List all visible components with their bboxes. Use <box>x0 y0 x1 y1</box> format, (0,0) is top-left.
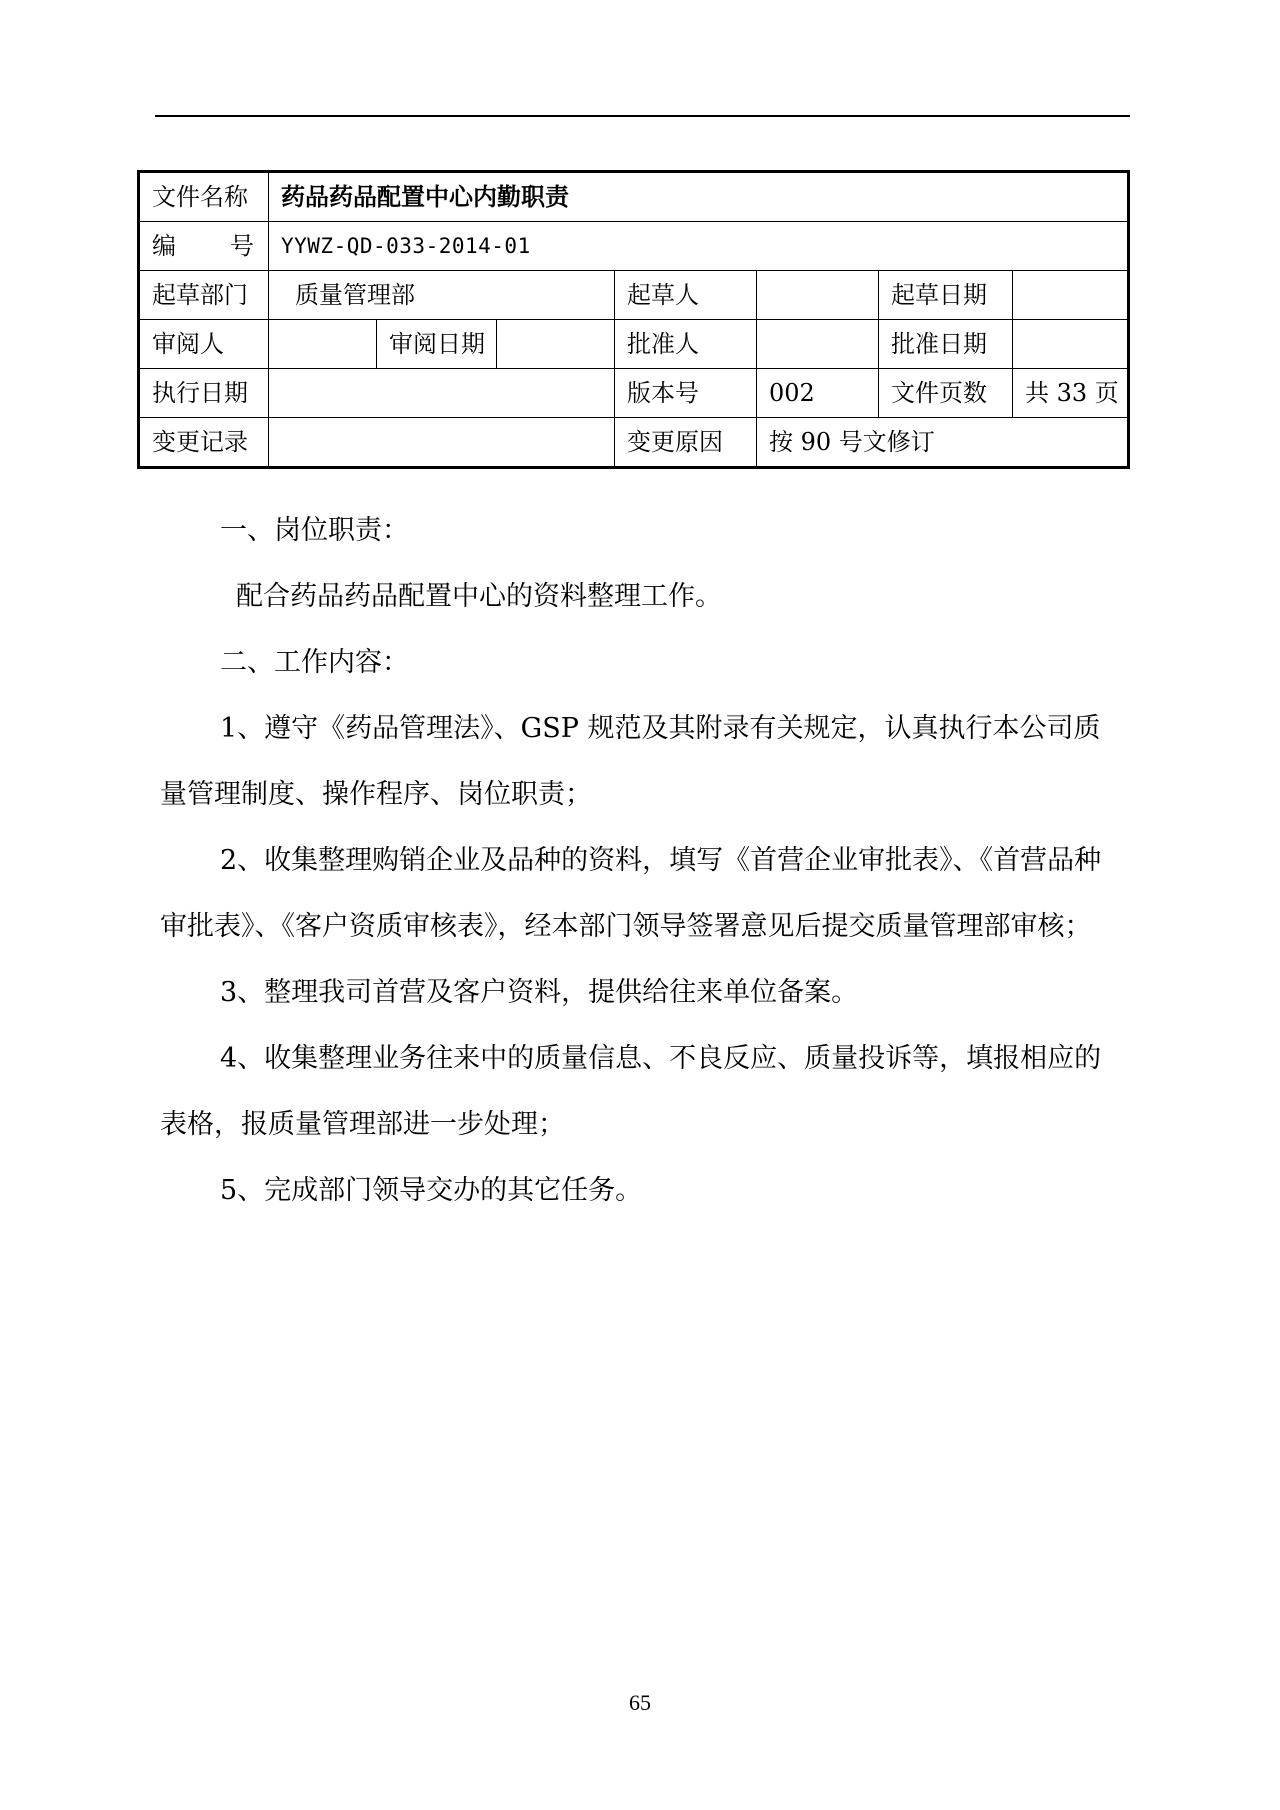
table-row <box>139 320 1129 369</box>
section-heading-work: 二、工作内容： <box>220 647 409 678</box>
version-label: 版本号 <box>615 369 757 418</box>
section-heading-duties: 一、岗位职责： <box>220 515 409 546</box>
page-count-label: 文件页数 <box>879 369 1013 418</box>
file-name-label: 文件名称 <box>139 172 269 222</box>
header-rule <box>155 115 1130 117</box>
table-row <box>139 418 1129 468</box>
section-text-duties: 配合药品药品配置中心的资料整理工作。 <box>236 581 722 612</box>
draft-dept-value: 质量管理部 <box>269 271 615 320</box>
doc-number-label <box>139 222 269 271</box>
table-row <box>139 222 1129 271</box>
exec-date-label: 执行日期 <box>139 369 269 418</box>
work-item: 1、遵守《药品管理法》、GSP 规范及其附录有关规定，认真执行本公司质量管理制度、操作程序、岗位职责； <box>160 713 1101 810</box>
work-item: 4、收集整理业务往来中的质量信息、不良反应、质量投诉等，填报相应的表格，报质量管理部进一步处理； <box>160 1043 1102 1140</box>
table-row <box>139 369 1129 418</box>
table-row <box>139 271 1129 320</box>
exec-date-value <box>269 369 615 418</box>
doc-number-label-left: 编 <box>152 232 176 260</box>
doc-number-label-right: 号 <box>230 232 254 260</box>
draft-dept-label: 起草部门 <box>139 271 269 320</box>
version-value: 002 <box>757 369 879 418</box>
review-date-value <box>497 320 615 369</box>
draft-date-label: 起草日期 <box>879 271 1013 320</box>
approver-label: 批准人 <box>615 320 757 369</box>
reviewer-label: 审阅人 <box>139 320 269 369</box>
work-item: 3、整理我司首营及客户资料，提供给往来单位备案。 <box>220 977 859 1008</box>
change-record-label: 变更记录 <box>139 418 269 468</box>
draft-date-value <box>1013 271 1129 320</box>
change-reason-value: 按 90 号文修订 <box>757 418 1129 468</box>
change-reason-label: 变更原因 <box>615 418 757 468</box>
work-item: 2、收集整理购销企业及品种的资料，填写《首营企业审批表》、《首营品种审批表》、《客户资质审核表》，经本部门领导签署意见后提交质量管理部审核； <box>160 845 1102 942</box>
document-info-table <box>137 170 1130 469</box>
page-count-value: 共 33 页 <box>1013 369 1129 418</box>
file-name-value: 药品药品配置中心内勤职责 <box>269 172 1129 222</box>
table-row <box>139 172 1129 222</box>
approve-date-value <box>1013 320 1129 369</box>
approve-date-label: 批准日期 <box>879 320 1013 369</box>
drafter-value <box>757 271 879 320</box>
approver-value <box>757 320 879 369</box>
doc-number-value: YYWZ-QD-033-2014-01 <box>269 222 1129 271</box>
review-date-label: 审阅日期 <box>377 320 497 369</box>
page-number: 65 <box>629 1690 651 1715</box>
reviewer-value <box>269 320 377 369</box>
change-record-value <box>269 418 615 468</box>
drafter-label: 起草人 <box>615 271 757 320</box>
work-item: 5、完成部门领导交办的其它任务。 <box>220 1175 643 1206</box>
document-body <box>160 498 1125 1224</box>
